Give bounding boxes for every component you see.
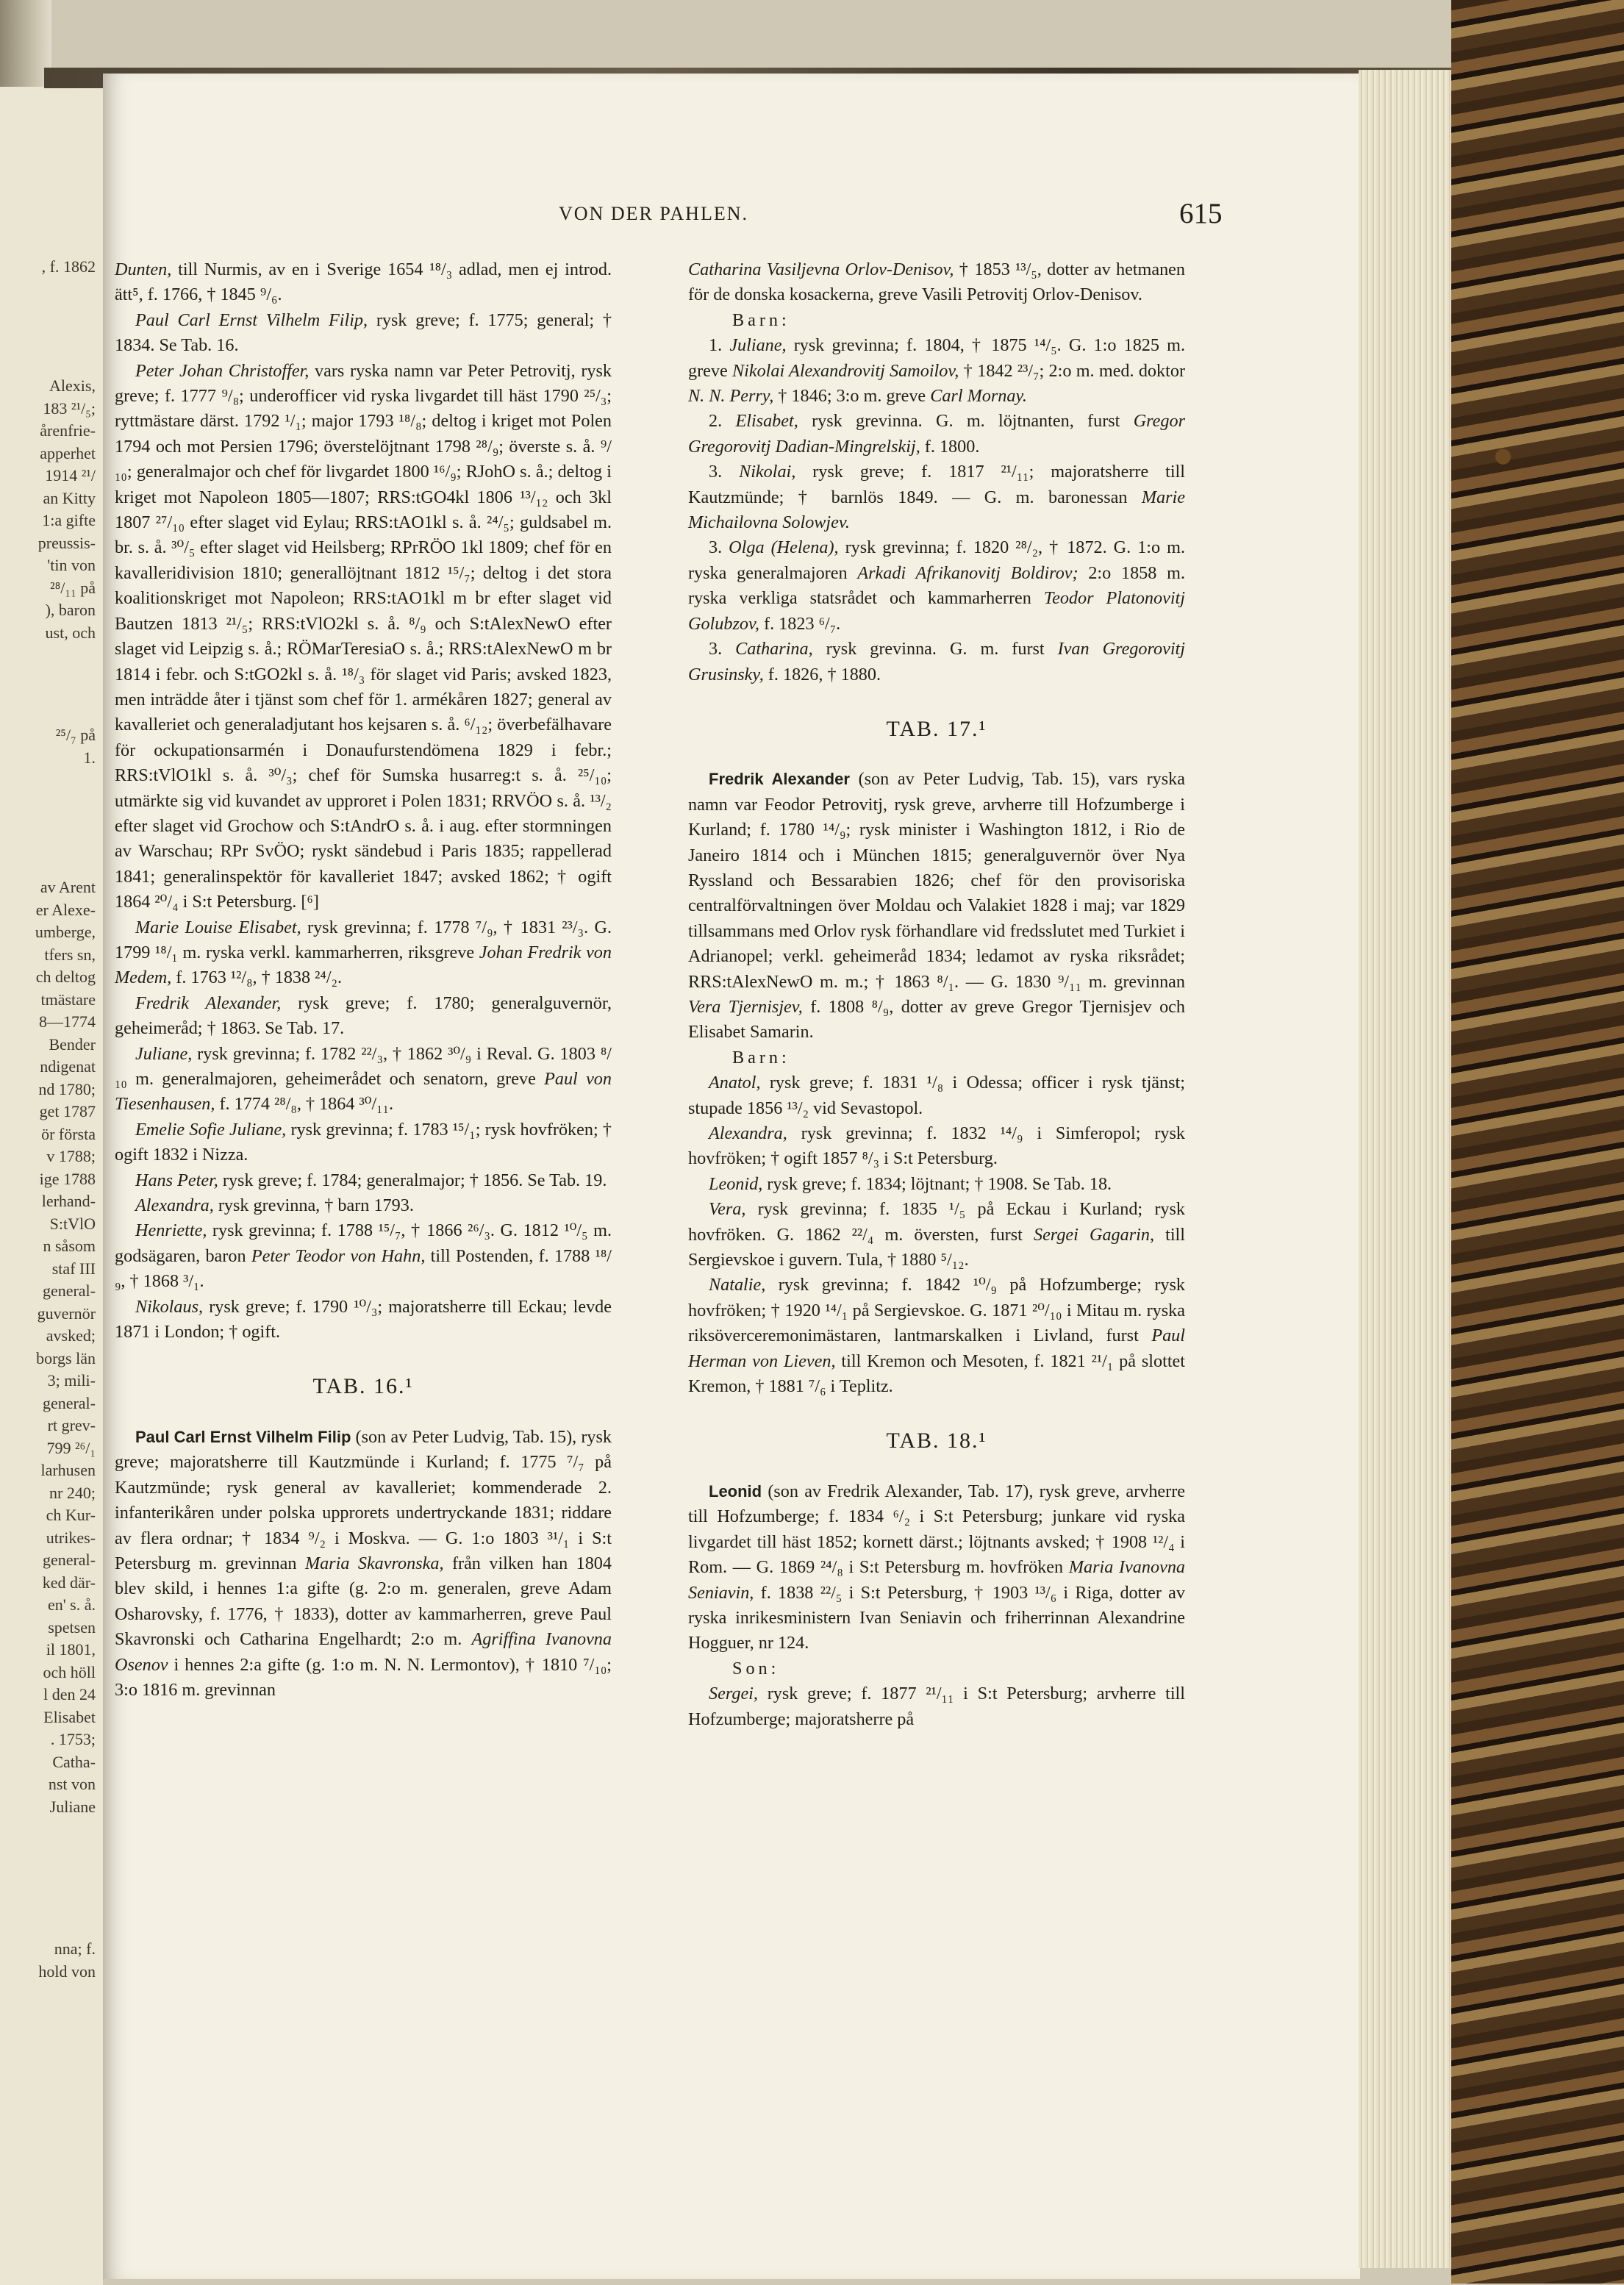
prev-line: tfers sn,: [44, 945, 96, 964]
prev-line: ige 1788: [39, 1169, 96, 1188]
child-number: 2.: [709, 411, 736, 432]
prev-line: Elisabet: [43, 1707, 96, 1726]
child-alexandra: [688, 1121, 1185, 1172]
entry-text: f. 1800.: [920, 436, 980, 457]
person-name: Sergei,: [709, 1684, 758, 1704]
prev-line: get 1787: [39, 1102, 96, 1120]
entry-text: † 1842 ²³/₇; 2:o m. med. doktor: [959, 360, 1185, 381]
prev-page-fragment-top: [0, 256, 103, 279]
prev-line: ked där-: [42, 1573, 96, 1592]
children-label: Barn:: [732, 310, 790, 330]
entry-text: från vilken han 1804 blev skild, i hennes 1:a gifte (g. 2:o m. generalen, greve Adam Osharovsky, f. 1776, † 1833), dotter av kammarherren, greve Paul Skavronski och Catharina Engelhardt; 2:o m.: [115, 1553, 612, 1650]
child-number: 1.: [709, 335, 730, 356]
entry-text: rysk greve; f. 1775; general; † 1834. Se Tab. 16.: [115, 310, 612, 356]
spouse-name: Vera Tjernisjev,: [688, 996, 803, 1017]
person-name: Natalie,: [709, 1275, 766, 1295]
prev-line: 'tin von: [47, 556, 96, 574]
entry-text: f. 1808 ⁸/₉, dotter av greve Gregor Tjernisjev och Elisabet Samarin.: [688, 996, 1185, 1043]
entry-text: rysk grevinna. G. m. furst: [812, 639, 1058, 659]
entry-text: f. 1838 ²²/₅ i S:t Petersburg, † 1903 ¹³/₆ i Riga, dotter av ryska inrikesministern Ivan Seniavin och friherrinnan Alexandrine Hogguer, nr 124.: [688, 1582, 1185, 1653]
entry-text: f. 1763 ¹²/₈, † 1838 ²⁴/₂.: [171, 968, 343, 988]
entry-text: till Kremon och Mesoten, f. 1821 ²¹/₁ på slottet Kremon, † 1881 ⁷/₆ i Teplitz.: [688, 1351, 1185, 1397]
entry-text: rysk grevinna; f. 1820 ²⁸/₂, † 1872. G. 1:o m. ryska generalmajoren: [688, 537, 1185, 583]
person-name: Elisabet,: [735, 411, 798, 432]
entry-text: rysk greve; f. 1817 ²¹/₁₁; majoratsherre till Kautzmünde; † barnlös 1849. — G. m. baronessan: [688, 462, 1185, 507]
entry-catharina: [688, 257, 1185, 308]
tab-17-entry: [688, 767, 1185, 1045]
right-column: [688, 257, 1185, 1732]
child-3b: [688, 535, 1185, 637]
entry-peter: [115, 359, 612, 915]
entry-paragraph: [115, 257, 612, 308]
entry-emelie: [115, 1118, 612, 1168]
entry-text: † 1846; 3:o m. greve: [773, 386, 931, 407]
prev-line: Alexis,: [49, 376, 96, 395]
prev-line: och höll: [43, 1662, 96, 1681]
person-name: Emelie Sofie Juliane,: [135, 1119, 287, 1140]
spouse-name: Peter Teodor von Hahn,: [251, 1245, 426, 1266]
prev-line: borgs län: [36, 1348, 96, 1367]
child-sergei: [688, 1681, 1185, 1732]
prev-line: ch Kur-: [46, 1506, 96, 1524]
prev-line: nna; f.: [54, 1939, 96, 1958]
prev-line: nd 1780;: [38, 1079, 96, 1098]
child-number: 3.: [709, 537, 729, 558]
entry-text: 2:o 1858 m. ryska verkliga statsrådet och kammarherren: [688, 562, 1185, 609]
son-label: Son:: [732, 1658, 780, 1678]
lead-name: Leonid: [709, 1481, 762, 1501]
spouse-name: Johan Fredrik von Medem,: [115, 942, 612, 988]
prev-line: staf III: [51, 1259, 96, 1278]
person-name: Olga (Helena),: [729, 537, 839, 558]
prev-line: en' s. å.: [47, 1595, 96, 1614]
entry-text: i hennes 2:a gifte (g. 1:o m. N. N. Lermontov), † 1810 ⁷/₁₀; 3:o 1816 m. grevinnan: [115, 1654, 612, 1700]
entry-text: rysk greve; f. 1831 ¹/₈ i Odessa; officer i rysk tjänst; stupade 1856 ¹³/₂ vid Sevastopol.: [688, 1073, 1185, 1118]
prev-line: rt grev-: [47, 1416, 96, 1434]
entry-text: rysk greve; f. 1784; generalmajor; † 1856. Se Tab. 19.: [218, 1170, 607, 1190]
children-label: Barn:: [732, 1047, 790, 1068]
person-name: Vera,: [709, 1199, 746, 1220]
person-name: Fredrik Alexander,: [135, 993, 282, 1013]
spouse-name: Gregor Gregorovitj Dadian-Mingrelskij,: [688, 411, 1186, 457]
entry-text: f. 1774 ²⁸/₈, † 1864 ³⁰/₁₁.: [215, 1094, 394, 1115]
prev-line: spetsen: [48, 1617, 96, 1637]
prev-line: general-: [42, 1281, 96, 1300]
entry-text: till Nurmis, av en i Sverige 1654 ¹⁸/₃ adlad, men ej introd. ätt⁵, f. 1766, † 1845 ⁹/₆.: [115, 260, 612, 305]
prev-line: apperhet: [40, 443, 96, 462]
prev-line: ndigenat: [40, 1057, 96, 1076]
prev-page-fragment-a: [0, 375, 103, 644]
entry-text: till Postenden, f. 1788 ¹⁸/₉, † 1868 ³/₁.: [115, 1245, 612, 1292]
prev-line: S:tVlO: [49, 1214, 96, 1233]
entry-nikolaus: [115, 1295, 612, 1345]
child-2: [688, 409, 1185, 459]
child-3c: [688, 637, 1185, 687]
person-name: Peter Johan Christoffer,: [135, 360, 310, 381]
spouse-name: Marie Michailovna Solowjev.: [688, 487, 1185, 533]
entry-text: (son av Peter Ludvig, Tab. 15), vars ryska namn var Feodor Petrovitj, rysk greve, arvherre till Hofzumberge i Kurland; f. 1780 ¹⁴/₉; rysk minister i Washington 1812, i Rio de Janeiro 1814 och i München 1815; generalguvernör över Nya Ryssland och Bessarabien 1826; chef för den provisoriska centralförvaltningen över Moldau och Valakiet 1828 i maj; var 1829 tillsammans med Orlov rysk förhandlare vid fredsslutet med Turkiet i Adrianopel; verkl. geheimeråd 1834; ledamot av ryska riksrådet; RRS:tAlexNewO m. m.; † 1863 ⁸/₁. — G. 1830 ⁹/₁₁ m. grevinnan: [688, 769, 1185, 992]
entry-henriette: [115, 1218, 612, 1294]
prev-line: ust, och: [45, 623, 96, 642]
person-name: Alexandra,: [709, 1123, 787, 1143]
spouse-name: Teodor Platonovitj Golubzov,: [688, 588, 1185, 634]
spouse-name: Arkadi Afrikanovitj Boldirov;: [857, 562, 1079, 583]
spouse-name: Agriffina Ivanovna Osenov: [115, 1629, 612, 1675]
entry-text: f. 1826, † 1880.: [763, 664, 881, 684]
prev-line: general-: [42, 1551, 96, 1569]
entry-text: till Sergievskoe i guvern. Tula, † 1880 ⁵/₁₂.: [688, 1224, 1185, 1270]
left-column: [115, 257, 612, 1703]
child-natalie: [688, 1273, 1185, 1399]
prev-page-fragment-d: [0, 1938, 103, 1983]
entry-text: † 1853 ¹³/₅, dotter av hetmanen för de donska kosackerna, greve Vasili Petrovitj Orlov-Denisov.: [688, 260, 1185, 305]
entry-text: rysk grevinna, † barn 1793.: [213, 1195, 414, 1216]
marbled-cover: [1451, 0, 1624, 2284]
prev-line: avsked;: [46, 1326, 96, 1345]
tab-16-heading: TAB. 16.¹: [312, 1374, 414, 1399]
entry-alexandra: [115, 1193, 612, 1218]
person-name: Marie Louise Elisabet,: [135, 917, 301, 937]
prev-line: nr 240;: [49, 1483, 96, 1502]
tab-18-entry: [688, 1479, 1185, 1656]
entry-text: rysk grevinna. G. m. löjtnanten, furst: [798, 411, 1134, 432]
entry-text: rysk grevinna; f. 1804, † 1875 ¹⁴/₅. G. 1:o 1825 m. greve: [688, 335, 1186, 381]
entry-paul: [115, 308, 612, 359]
spouse-name: Sergei Gagarin,: [1033, 1224, 1154, 1245]
prev-line: , f. 1862: [41, 257, 96, 276]
child-anatol: [688, 1070, 1185, 1121]
person-name: Henriette,: [135, 1220, 207, 1241]
prev-line: ), baron: [45, 601, 96, 619]
place-name: Dunten,: [115, 260, 172, 279]
prev-line: hold von: [38, 1962, 96, 1981]
prev-line: 1914 ²¹/: [45, 466, 96, 484]
prev-line: 3; mili-: [47, 1371, 96, 1390]
person-name: Alexandra,: [135, 1195, 214, 1216]
prev-line: utrikes-: [46, 1528, 96, 1547]
spouse-name: Ivan Gregorovitj Grusinsky,: [688, 639, 1186, 684]
child-3: [688, 459, 1185, 535]
entry-text: rysk grevinna; f. 1832 ¹⁴/₉ i Simferopol; rysk hovfröken; † ogift 1857 ⁸/₃ i S:t Petersburg.: [688, 1123, 1185, 1169]
person-name: Anatol,: [709, 1073, 761, 1093]
prev-line: guvernör: [37, 1304, 96, 1323]
child-leonid: [688, 1172, 1185, 1197]
prev-line: ör första: [41, 1124, 96, 1143]
child-number: 3.: [709, 462, 740, 482]
entry-fredrik: [115, 991, 612, 1042]
prev-line: il 1801,: [46, 1640, 96, 1659]
prev-line: general-: [42, 1393, 96, 1412]
prev-line: 8—1774: [39, 1012, 96, 1031]
prev-line: 799 ²⁶/₁: [46, 1438, 96, 1457]
lead-name: Fredrik Alexander: [709, 770, 850, 789]
entry-text: rysk greve; f. 1834; löjtnant; † 1908. Se Tab. 18.: [762, 1173, 1112, 1194]
prev-line: preussis-: [37, 533, 96, 552]
entry-text: rysk greve; f. 1877 ²¹/₁₁ i S:t Petersburg; arvherre till Hofzumberge; majoratsherre på: [688, 1684, 1185, 1729]
entry-hans: [115, 1168, 612, 1193]
prev-line: tmästare: [40, 990, 96, 1009]
entry-text: rysk grevinna; f. 1842 ¹⁰/₉ på Hofzumberge; rysk hovfröken; † 1920 ¹⁴/₁ på Sergievskoe. G. 1871 ²⁰/₁₀ i Mitau m. ryska riksöverceremonimästaren, lantmarskalken i Livland, furst: [688, 1275, 1185, 1346]
prev-line: Bender: [49, 1034, 96, 1054]
entry-text: rysk grevinna; f. 1783 ¹⁵/₁; rysk hovfröken; † ogift 1832 i Nizza.: [115, 1119, 612, 1165]
person-name: Nikolaus,: [135, 1296, 204, 1317]
prev-line: Juliane: [49, 1797, 96, 1816]
child-vera: [688, 1197, 1185, 1273]
prev-line: av Arent: [40, 878, 96, 896]
entry-text: rysk grevinna; f. 1788 ¹⁵/₇, † 1866 ²⁶/₃. G. 1812 ¹⁰/₅ m. godsägaren, baron: [115, 1220, 612, 1266]
spouse-name: Carl Mornay.: [930, 386, 1027, 407]
spouse-name: Paul von Tiesenhausen,: [115, 1069, 612, 1115]
prev-line: n såsom: [43, 1237, 96, 1255]
prev-line: ²⁵/₇ på: [55, 726, 96, 744]
prev-line: v 1788;: [46, 1147, 96, 1165]
child-1: [688, 333, 1185, 409]
running-head: VON DER PAHLEN.: [559, 203, 748, 224]
person-name: Hans Peter,: [135, 1170, 218, 1190]
prev-line: Catha-: [52, 1752, 96, 1771]
prev-line: er Alexe-: [35, 900, 96, 919]
prev-line: ²⁸/₁₁ på: [50, 578, 96, 597]
prev-page-fragment-b: [0, 724, 103, 769]
prev-line: 1.: [83, 748, 96, 767]
prev-line: lerhand-: [41, 1192, 96, 1210]
entry-text: rysk grevinna; f. 1778 ⁷/₉, † 1831 ²³/₃. G. 1799 ¹⁸/₁ m. ryska verkl. kammarherren, riksgreve: [115, 917, 612, 962]
spouse-name: Maria Skavronska,: [304, 1553, 444, 1573]
prev-line: årenfrie-: [40, 421, 96, 440]
tab-18-heading: TAB. 18.¹: [886, 1428, 987, 1453]
entry-text: rysk grevinna; f. 1835 ¹/₅ på Eckau i Kurland; rysk hovfröken. G. 1862 ²²/₄ m. översten, furst: [688, 1199, 1185, 1245]
entry-text: f. 1823 ⁶/₇.: [759, 613, 841, 634]
entry-text: vars ryska namn var Peter Petrovitj, rysk greve; f. 1777 ⁹/₈; underofficer vid ryska livgardet till häst 1790 ²⁵/₃; ryttmästare därst. 1792 ¹/₁; major 1793 ¹⁸/₈; deltog i kriget mot Polen 1794 och mot Persien 1796; överstelöjtnant 1798 ²⁸/₉; överste s. å. ⁹/₁₀; generalmajor och chef för livgardet 1800 ¹⁶/₉; RJohO s. å.; deltog i kriget mot Napoleon 1805—1807; RRS:tGO4kl 1806 ¹³/₁₂ och 3kl 1807 ²⁷/₁₀ efter slaget vid Eylau; RRS:tAO1kl s. å. ²⁴/₅; guldsabel m. br. s. å. ³⁰/₅ efter slaget vid Heilsberg; RPrRÖO 1kl 1809; chef för en kavalleridivision 1810; generallöjtnant 1812 ¹⁵/₇; deltog i det stora koalitionskriget mot Napoleon; RRS:tAO1kl m br efter slaget vid Bautzen 1813 ²¹/₅; RRS:tVlO2kl s. å. ⁸/₉ och S:tAlexNewO efter slaget vid Leipzig s. å.; RÖMarTeresiaO s. å.; RRS:tAlexNewO m br 1814 i febr. och S:tGO2kl s. å. ¹⁸/₃ för slaget vid Paris; avsked 1823, men inträdde åter i tjänst som chef för 1. armékåren 1827; general av kavalleriet och generaladjutant hos kejsaren s. å. ⁶/₁₂; överbefälhavare för ockupationsarmén i Donaufurstendömena 1829 i febr.; RRS:tVlO1kl s. å. ³⁰/₃; chef för Sumska husarreg:t s. å. ²⁵/₁₀; utmärkte sig vid kuvandet av upproret i Polen 1831; RRVÖO s. å. ¹³/₂ efter slaget vid Grochow och S:tAndrO s. å. i aug. efter stormningen av Warschau; RPr SvÖO; ryskt sändebud i Paris 1835; rappellerad 1841; generalinspektör för kavalleriet 1847; avsked 1862; † ogift 1864 ²⁰/₄ i S:t Petersburg. [⁶]: [115, 360, 612, 912]
entry-juliane: [115, 1042, 612, 1118]
person-name: Paul Carl Ernst Vilhelm Filip,: [135, 310, 368, 330]
person-name: Juliane,: [729, 335, 787, 356]
prev-line: ch deltog: [35, 968, 96, 986]
prev-line: larhusen: [40, 1461, 96, 1479]
person-name: Catharina Vasiljevna Orlov-Denisov,: [688, 260, 954, 279]
prev-line: an Kitty: [43, 488, 96, 507]
entry-text: (son av Fredrik Alexander, Tab. 17), rysk greve, arvherre till Hofzumberge; f. 1834 ⁶/₂ i S:t Petersburg; junkare vid ryska livgardet till häst 1852; kornett därst.; löjtnants avsked; † 1908 ¹²/₄ i Rom. — G. 1869 ²⁴/₈ i S:t Petersburg m. hovfröken: [688, 1481, 1185, 1578]
lead-name: Paul Carl Ernst Vilhelm Filip: [135, 1427, 351, 1446]
entry-text: rysk greve; f. 1780; generalguvernör, geheimeråd; † 1863. Se Tab. 17.: [115, 993, 612, 1039]
entry-marie: [115, 915, 612, 991]
prev-line: l den 24: [43, 1685, 96, 1703]
person-name: Juliane,: [135, 1043, 193, 1064]
page-block-edge: [1359, 70, 1459, 2268]
spouse-name: Nikolai Alexandrovitj Samoilov,: [732, 360, 959, 381]
entry-text: (son av Peter Ludvig, Tab. 15), rysk greve; majoratsherre till Kautzmünde i Kurland; f. 1775 ⁷/₇ på Kautzmünde; rysk general av kavalleriet; kommenderade 2. infanterikåren under polska upprorets undertryckande 1831; riddare av flera ordnar; † 1834 ⁹/₂ i Moskva. — G. 1:o 1803 ³¹/₁ i S:t Petersburg m. grevinnan: [115, 1426, 612, 1573]
person-name: Catharina,: [735, 639, 813, 659]
spouse-name: Maria Ivanovna Seniavin,: [688, 1557, 1186, 1603]
person-name: Leonid,: [709, 1173, 763, 1194]
person-name: Nikolai,: [739, 462, 796, 482]
entry-text: rysk greve; f. 1790 ¹⁰/₃; majoratsherre till Eckau; levde 1871 i London; † ogift.: [115, 1296, 612, 1342]
prev-line: nst von: [48, 1775, 96, 1793]
child-number: 3.: [709, 639, 736, 659]
prev-page-fragment-c: [0, 876, 103, 1818]
entry-text: rysk grevinna; f. 1782 ²²/₃, † 1862 ³⁰/₉ i Reval. G. 1803 ⁸/₁₀ m. generalmajoren, geheimerådet och senatorn, greve: [115, 1043, 612, 1089]
tab-17-heading: TAB. 17.¹: [886, 716, 987, 741]
prev-line: . 1753;: [50, 1730, 96, 1748]
prev-line: 183 ²¹/₅;: [43, 398, 96, 418]
prev-line: 1:a gifte: [42, 511, 96, 529]
spouse-name: N. N. Perry,: [688, 386, 774, 407]
tab-16-entry: [115, 1425, 612, 1703]
prev-line: umberge,: [35, 923, 96, 941]
spouse-name: Paul Herman von Lieven,: [688, 1326, 1185, 1371]
page-number: 615: [1179, 198, 1223, 229]
